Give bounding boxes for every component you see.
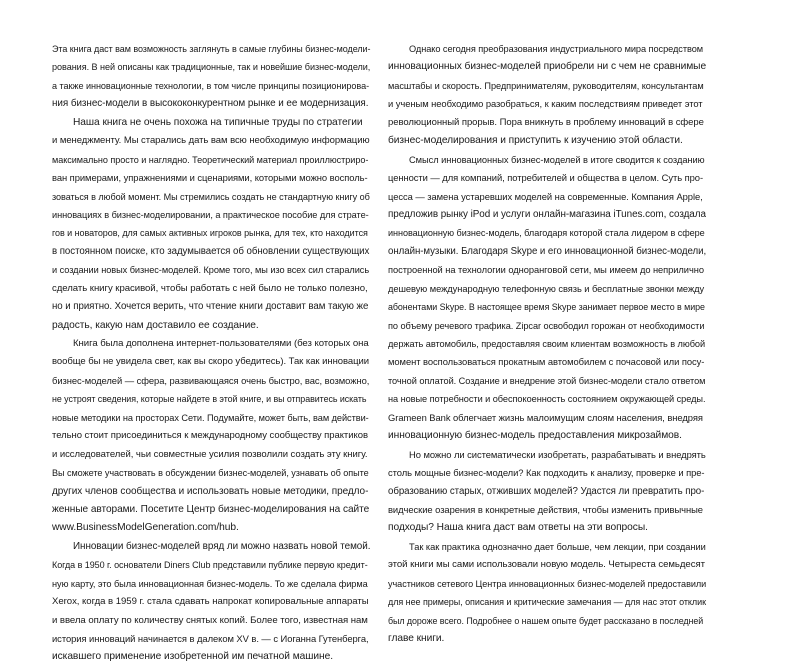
text-line: дешевую международную телефонную связь и бесплатные звонки между [388,283,705,294]
text-line: а также инновационные технологии, в том числе принципы позиционирова- [52,80,370,91]
text-line: точной оплатой. Создание и внедрение этой бизнес-модели стало ответом [388,375,706,386]
text-line: онлайн-музыки. Благодаря Skype и его инновационной бизнес-модели, [388,245,707,257]
text-line: Смысл инновационных бизнес-моделей в итоге сводится к созданию [409,154,705,165]
text-line: радость, какую нам доставило ее создание. [52,319,259,331]
text-line: и создании новых бизнес-моделей. Кроме того, мы изо всех сил старались [52,265,370,276]
text-line: инновационных бизнес-моделей приобрели ни с чем не сравнимые [388,61,707,73]
text-line: бизнес-моделирования и приступить к изучению этой области. [388,135,683,147]
text-line: Книга была дополнена интернет-пользователями (без которых она [73,338,369,349]
text-line: инновационную бизнес-модель предоставления микрозаймов. [388,430,682,442]
text-line: ния бизнес-модели в высококонкурентном рынке и ее модернизация. [52,98,369,110]
text-line: в постоянном поиске, кто задумывается об обновлении существующих [52,245,370,257]
text-line: момент воспользоваться прокатным автомобилем с почасовой или посу- [388,356,705,368]
text-line: ван примерами, упражнениями и сценариями, которыми можно восполь- [52,172,368,184]
text-line: ную карту, это была инновационная бизнес-модель. То же сделала фирма [52,578,368,589]
text-line: Вы сможете участвовать в обсуждении бизнес-моделей, узнавать об опыте [52,468,369,479]
text-line: Grameen Bank облегчает жизнь малоимущим слоям населения, внедряя [388,411,703,423]
text-line: ценности — для компаний, потребителей и общества в целом. Суть про- [388,172,704,184]
text-line: женные авторами. Посетите Центр бизнес-моделирования на сайте [52,503,370,515]
text-line: Xerox, когда в 1959 г. стала сдавать напрокат копировальные аппараты [52,596,369,608]
text-line: Наша книга не очень похожа на типичные труды по стратегии [73,116,363,128]
text-line: по объему речевого трафика. Zipcar освободил горожан от необходимости [388,320,705,331]
text-line: и ученым необходимо разобраться, к каким последствиям приведет этот [388,98,703,110]
text-line: других членов сообщества и использовать новые методики, предло- [52,485,369,497]
text-line: участников сетевого Центра инновационных бизнес-моделей предоставили [388,578,707,589]
text-line: искавшего применение изобретенной им печатной машине. [52,651,334,663]
text-line: подходы? Наша книга даст вам ответы на эти вопросы. [388,522,648,534]
text-line: абонентами Skype. В настоящее время Skype занимает первое место в мире [388,302,705,313]
text-line: но и приятно. Хочется верить, что чтение книги доставит вам такую же [52,301,369,313]
text-line: Инновации бизнес-моделей вряд ли можно назвать новой темой. [73,540,371,552]
text-line: история инноваций начинается в далеком XV в. — с Иоганна Гутенберга, [52,633,369,644]
text-line: сделать книгу красивой, чтобы работать с ней было не только полезно, [52,282,368,294]
text-line: www.BusinessModelGeneration.com/hub. [52,522,239,534]
left-column [52,40,370,667]
right-column [388,40,706,648]
text-line: Однако сегодня преобразования индустриального мира посредством [409,44,704,54]
text-line: инновационную бизнес-модель, благодаря которой стала лидером в сфере [388,228,705,239]
text-line: столь мощные бизнес-модели? Как подходить к анализу, проверке и пре- [388,467,705,479]
text-line: образованию старых, отживших моделей? Удастся ли превратить про- [388,485,705,497]
text-line: максимально просто и наглядно. Теоретический материал проиллюстриро- [52,154,369,165]
text-line: вообще бы не увидела свет, как вы скоро убедитесь). Так как инновации [52,356,370,368]
text-line: держать автомобиль, предоставляя своим клиентам возможность в любой [388,339,706,349]
text-line: зоваться в любой момент. Мы стремились создать не стандартную книгу об [52,191,370,202]
text-line: Эта книга даст вам возможность заглянуть в самые глубины бизнес-модели- [52,44,371,54]
text-line: новые методики на просторах Сети. Подумайте, может быть, вам действи- [52,412,369,423]
text-line: не устроят сведения, которые найдете в этой книге, и вы отправитесь искать [52,394,367,405]
text-line: гов и новаторов, для самых активных игроков рынка, для тех, кто находится [52,228,368,239]
text-line: предложив рынку iPod и услуги онлайн-магазина iTunes.com, создала [388,208,706,220]
text-line: масштабы и скорость. Предпринимателям, руководителям, консультантам [388,80,704,91]
text-line: Но можно ли систематически изобретать, разрабатывать и внедрять [409,448,706,460]
text-line: Когда в 1950 г. основатели Diners Club представили публике первую кредит- [52,560,368,571]
text-line: для нее примеры, описания и критические замечания — для нас этот отклик [388,597,706,608]
text-line: тельно стоит присоединиться к международному сообществу практиков [52,430,368,442]
text-line: главе книги. [388,633,445,644]
text-line: бизнес-моделей — сфера, развивающаяся очень быстро, вас, возможно, [52,374,370,386]
text-line: революционный прорыв. Пора вникнуть в проблему инноваций в сфере [388,116,704,128]
text-line: и исследователей, чьи совместные усилия позволили создать эту книгу. [52,448,368,460]
text-line: Так как практика однозначно дает больше, чем лекции, при создании [409,541,706,552]
text-line: и менеджменту. Мы старались дать вам всю необходимую информацию [52,135,370,147]
text-line: построенной на технологии одноранговой сети, мы имеем до неприлично [388,265,704,276]
text-line: цесса — замена устаревших моделей на современные. Компания Apple, [388,190,703,202]
text-line: видческие озарения в конкретные действия, чтобы изменить привычные [388,503,703,515]
text-line: был дороже всего. Подробнее о нашем опыте будет рассказано в последней [388,615,704,626]
text-line: рования. В ней описаны как традиционные, так и новейшие бизнес-модели, [52,62,371,73]
text-line: на новые потребности и обеспокоенность состоянием окружающей среды. [388,394,706,405]
text-line: этой книги мы сами использовали новую модель. Четыреста семьдесят [388,559,705,571]
text-line: инновациях в бизнес-моделировании, а практическое пособие для страте- [52,209,369,220]
text-line: и ввела оплату по количеству снятых копий. Более того, известная нам [52,614,368,626]
